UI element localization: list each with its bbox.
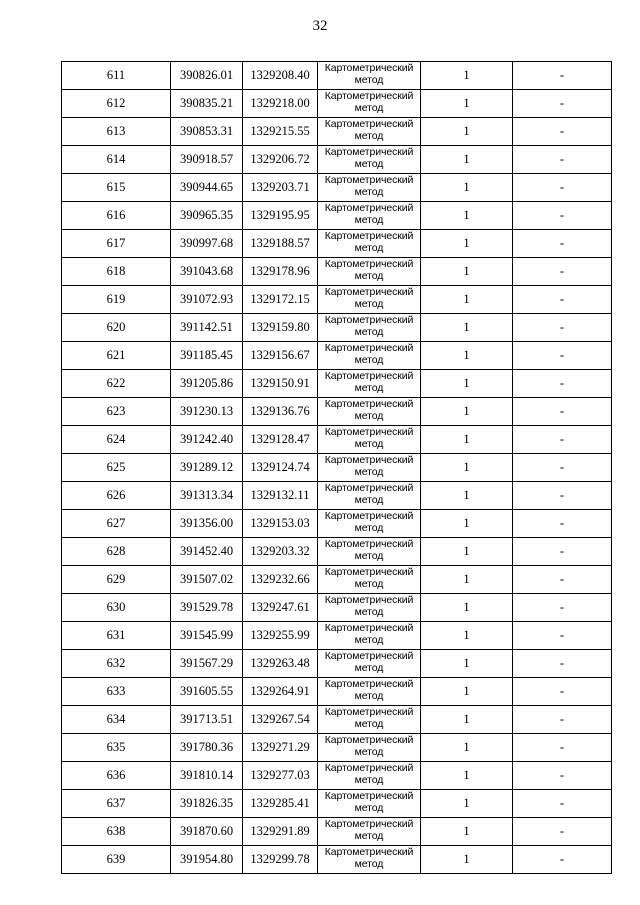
accuracy-cell: 1: [421, 734, 513, 762]
coordinate-x-cell: 391954.80: [171, 846, 243, 874]
point-number-cell: 613: [62, 118, 171, 146]
method-line-2: метод: [354, 634, 384, 646]
method-line-2: метод: [354, 74, 384, 86]
method-line-1: Картометрический: [324, 174, 414, 186]
table-row: [62, 818, 612, 846]
method-line-2: метод: [354, 550, 384, 562]
coordinate-x-cell: 391870.60: [171, 818, 243, 846]
table-row: [62, 370, 612, 398]
method-line-2: метод: [354, 186, 384, 198]
point-number-cell: 612: [62, 90, 171, 118]
method-line-2: метод: [354, 522, 384, 534]
note-cell: -: [513, 762, 612, 790]
point-number-cell: 627: [62, 510, 171, 538]
method-line-1: Картометрический: [324, 538, 414, 550]
table-row: [62, 398, 612, 426]
note-cell: -: [513, 286, 612, 314]
coordinate-x-cell: 391529.78: [171, 594, 243, 622]
table-row: [62, 146, 612, 174]
coordinate-x-cell: 391289.12: [171, 454, 243, 482]
coordinate-y-cell: 1329291.89: [243, 818, 318, 846]
accuracy-cell: 1: [421, 594, 513, 622]
coordinate-y-cell: 1329208.40: [243, 62, 318, 90]
coordinate-y-cell: 1329150.91: [243, 370, 318, 398]
coordinate-y-cell: 1329188.57: [243, 230, 318, 258]
method-line-1: Картометрический: [324, 566, 414, 578]
accuracy-cell: 1: [421, 622, 513, 650]
table-row: [62, 62, 612, 90]
accuracy-cell: 1: [421, 818, 513, 846]
note-cell: -: [513, 426, 612, 454]
point-number-cell: 631: [62, 622, 171, 650]
coordinate-x-cell: 391713.51: [171, 706, 243, 734]
method-line-2: метод: [354, 802, 384, 814]
method-line-1: Картометрический: [324, 510, 414, 522]
coordinate-y-cell: 1329132.11: [243, 482, 318, 510]
table-row: [62, 426, 612, 454]
accuracy-cell: 1: [421, 146, 513, 174]
point-number-cell: 635: [62, 734, 171, 762]
table-row: [62, 650, 612, 678]
point-number-cell: 616: [62, 202, 171, 230]
table-row: [62, 566, 612, 594]
note-cell: -: [513, 174, 612, 202]
note-cell: -: [513, 230, 612, 258]
coordinate-x-cell: 390826.01: [171, 62, 243, 90]
accuracy-cell: 1: [421, 174, 513, 202]
coordinate-y-cell: 1329277.03: [243, 762, 318, 790]
method-line-2: метод: [354, 102, 384, 114]
coordinate-y-cell: 1329263.48: [243, 650, 318, 678]
note-cell: -: [513, 482, 612, 510]
method-line-1: Картометрический: [324, 790, 414, 802]
method-cell: [318, 118, 421, 146]
coordinate-x-cell: 391230.13: [171, 398, 243, 426]
coordinate-x-cell: 391205.86: [171, 370, 243, 398]
note-cell: -: [513, 622, 612, 650]
table-row: [62, 762, 612, 790]
coordinate-x-cell: 391545.99: [171, 622, 243, 650]
table-row: [62, 174, 612, 202]
method-line-1: Картометрический: [324, 146, 414, 158]
accuracy-cell: 1: [421, 62, 513, 90]
method-line-2: метод: [354, 326, 384, 338]
note-cell: -: [513, 146, 612, 174]
coordinate-y-cell: 1329156.67: [243, 342, 318, 370]
table-row: [62, 118, 612, 146]
point-number-cell: 624: [62, 426, 171, 454]
coordinate-y-cell: 1329206.72: [243, 146, 318, 174]
note-cell: -: [513, 258, 612, 286]
note-cell: -: [513, 118, 612, 146]
coordinate-x-cell: 391072.93: [171, 286, 243, 314]
note-cell: -: [513, 594, 612, 622]
note-cell: -: [513, 678, 612, 706]
method-line-2: метод: [354, 690, 384, 702]
method-line-2: метод: [354, 242, 384, 254]
point-number-cell: 633: [62, 678, 171, 706]
method-line-1: Картометрический: [324, 594, 414, 606]
coordinate-x-cell: 391043.68: [171, 258, 243, 286]
method-cell: [318, 846, 421, 874]
point-number-cell: 619: [62, 286, 171, 314]
method-cell: [318, 678, 421, 706]
method-cell: [318, 202, 421, 230]
coordinate-x-cell: 390835.21: [171, 90, 243, 118]
method-cell: [318, 286, 421, 314]
accuracy-cell: 1: [421, 314, 513, 342]
accuracy-cell: 1: [421, 118, 513, 146]
coordinate-y-cell: 1329267.54: [243, 706, 318, 734]
coordinate-y-cell: 1329264.91: [243, 678, 318, 706]
coordinate-x-cell: 391142.51: [171, 314, 243, 342]
point-number-cell: 637: [62, 790, 171, 818]
note-cell: -: [513, 706, 612, 734]
method-cell: [318, 62, 421, 90]
point-number-cell: 620: [62, 314, 171, 342]
coordinate-x-cell: 390918.57: [171, 146, 243, 174]
method-line-1: Картометрический: [324, 230, 414, 242]
point-number-cell: 630: [62, 594, 171, 622]
coordinate-y-cell: 1329232.66: [243, 566, 318, 594]
note-cell: -: [513, 202, 612, 230]
method-line-1: Картометрический: [324, 734, 414, 746]
note-cell: -: [513, 818, 612, 846]
note-cell: -: [513, 398, 612, 426]
method-cell: [318, 790, 421, 818]
method-line-2: метод: [354, 578, 384, 590]
method-cell: [318, 426, 421, 454]
method-cell: [318, 174, 421, 202]
note-cell: -: [513, 314, 612, 342]
point-number-cell: 636: [62, 762, 171, 790]
accuracy-cell: 1: [421, 454, 513, 482]
accuracy-cell: 1: [421, 650, 513, 678]
method-line-1: Картометрический: [324, 706, 414, 718]
coordinate-x-cell: 391452.40: [171, 538, 243, 566]
accuracy-cell: 1: [421, 342, 513, 370]
point-number-cell: 623: [62, 398, 171, 426]
method-line-1: Картометрический: [324, 846, 414, 858]
note-cell: -: [513, 538, 612, 566]
note-cell: -: [513, 846, 612, 874]
method-line-2: метод: [354, 746, 384, 758]
note-cell: -: [513, 790, 612, 818]
coordinate-y-cell: 1329215.55: [243, 118, 318, 146]
coordinate-y-cell: 1329124.74: [243, 454, 318, 482]
note-cell: -: [513, 342, 612, 370]
method-line-2: метод: [354, 494, 384, 506]
method-cell: [318, 594, 421, 622]
point-number-cell: 632: [62, 650, 171, 678]
coordinate-x-cell: 391185.45: [171, 342, 243, 370]
accuracy-cell: 1: [421, 90, 513, 118]
method-line-1: Картометрический: [324, 342, 414, 354]
method-line-1: Картометрический: [324, 90, 414, 102]
table-row: [62, 314, 612, 342]
method-cell: [318, 314, 421, 342]
method-line-1: Картометрический: [324, 622, 414, 634]
point-number-cell: 639: [62, 846, 171, 874]
coordinate-x-cell: 391780.36: [171, 734, 243, 762]
method-cell: [318, 258, 421, 286]
method-line-2: метод: [354, 662, 384, 674]
table-row: [62, 622, 612, 650]
point-number-cell: 625: [62, 454, 171, 482]
accuracy-cell: 1: [421, 510, 513, 538]
point-number-cell: 629: [62, 566, 171, 594]
accuracy-cell: 1: [421, 678, 513, 706]
method-cell: [318, 342, 421, 370]
point-number-cell: 615: [62, 174, 171, 202]
coordinate-x-cell: 391507.02: [171, 566, 243, 594]
method-line-1: Картометрический: [324, 482, 414, 494]
coordinate-y-cell: 1329203.32: [243, 538, 318, 566]
method-cell: [318, 762, 421, 790]
method-line-1: Картометрический: [324, 118, 414, 130]
method-line-2: метод: [354, 382, 384, 394]
table-row: [62, 790, 612, 818]
method-cell: [318, 650, 421, 678]
coordinate-y-cell: 1329271.29: [243, 734, 318, 762]
method-line-1: Картометрический: [324, 286, 414, 298]
method-cell: [318, 146, 421, 174]
accuracy-cell: 1: [421, 762, 513, 790]
method-line-2: метод: [354, 354, 384, 366]
coordinate-y-cell: 1329128.47: [243, 426, 318, 454]
point-number-cell: 618: [62, 258, 171, 286]
table-row: [62, 734, 612, 762]
coordinate-y-cell: 1329203.71: [243, 174, 318, 202]
point-number-cell: 611: [62, 62, 171, 90]
accuracy-cell: 1: [421, 846, 513, 874]
method-line-2: метод: [354, 158, 384, 170]
point-number-cell: 614: [62, 146, 171, 174]
method-cell: [318, 482, 421, 510]
table-row: [62, 454, 612, 482]
coordinate-y-cell: 1329195.95: [243, 202, 318, 230]
table-row: [62, 678, 612, 706]
note-cell: -: [513, 62, 612, 90]
accuracy-cell: 1: [421, 566, 513, 594]
point-number-cell: 621: [62, 342, 171, 370]
method-line-1: Картометрический: [324, 370, 414, 382]
coordinate-x-cell: 391605.55: [171, 678, 243, 706]
method-line-1: Картометрический: [324, 62, 414, 74]
accuracy-cell: 1: [421, 398, 513, 426]
coordinate-y-cell: 1329299.78: [243, 846, 318, 874]
method-cell: [318, 622, 421, 650]
coordinate-x-cell: 391356.00: [171, 510, 243, 538]
note-cell: -: [513, 510, 612, 538]
method-line-1: Картометрический: [324, 762, 414, 774]
method-line-1: Картометрический: [324, 258, 414, 270]
coordinate-y-cell: 1329172.15: [243, 286, 318, 314]
method-line-1: Картометрический: [324, 818, 414, 830]
method-line-1: Картометрический: [324, 314, 414, 326]
method-line-2: метод: [354, 830, 384, 842]
accuracy-cell: 1: [421, 426, 513, 454]
coordinate-y-cell: 1329247.61: [243, 594, 318, 622]
coordinate-y-cell: 1329178.96: [243, 258, 318, 286]
method-line-1: Картометрический: [324, 426, 414, 438]
coordinate-y-cell: 1329159.80: [243, 314, 318, 342]
method-line-2: метод: [354, 466, 384, 478]
method-line-2: метод: [354, 718, 384, 730]
table-row: [62, 706, 612, 734]
coordinate-x-cell: 390997.68: [171, 230, 243, 258]
method-cell: [318, 230, 421, 258]
method-line-2: метод: [354, 606, 384, 618]
point-number-cell: 628: [62, 538, 171, 566]
table-row: [62, 90, 612, 118]
coordinate-y-cell: 1329285.41: [243, 790, 318, 818]
method-cell: [318, 398, 421, 426]
table-row: [62, 482, 612, 510]
method-cell: [318, 566, 421, 594]
table-row: [62, 510, 612, 538]
accuracy-cell: 1: [421, 286, 513, 314]
accuracy-cell: 1: [421, 706, 513, 734]
accuracy-cell: 1: [421, 258, 513, 286]
note-cell: -: [513, 734, 612, 762]
note-cell: -: [513, 370, 612, 398]
coordinates-table-body: [62, 62, 612, 874]
coordinate-y-cell: 1329153.03: [243, 510, 318, 538]
method-cell: [318, 538, 421, 566]
point-number-cell: 634: [62, 706, 171, 734]
accuracy-cell: 1: [421, 538, 513, 566]
point-number-cell: 626: [62, 482, 171, 510]
page-number: 32: [312, 18, 328, 34]
note-cell: -: [513, 650, 612, 678]
coordinate-y-cell: 1329255.99: [243, 622, 318, 650]
method-cell: [318, 734, 421, 762]
table-row: [62, 846, 612, 874]
method-cell: [318, 90, 421, 118]
method-cell: [318, 706, 421, 734]
coordinate-x-cell: 390853.31: [171, 118, 243, 146]
coordinate-x-cell: 391826.35: [171, 790, 243, 818]
table-row: [62, 258, 612, 286]
method-line-1: Картометрический: [324, 398, 414, 410]
method-line-1: Картометрический: [324, 202, 414, 214]
point-number-cell: 638: [62, 818, 171, 846]
method-line-2: метод: [354, 270, 384, 282]
table-row: [62, 538, 612, 566]
coordinate-y-cell: 1329136.76: [243, 398, 318, 426]
accuracy-cell: 1: [421, 790, 513, 818]
point-number-cell: 622: [62, 370, 171, 398]
coordinate-y-cell: 1329218.00: [243, 90, 318, 118]
method-line-2: метод: [354, 130, 384, 142]
table-row: [62, 286, 612, 314]
method-line-2: метод: [354, 858, 384, 870]
coordinate-x-cell: 391810.14: [171, 762, 243, 790]
method-cell: [318, 818, 421, 846]
method-line-2: метод: [354, 214, 384, 226]
accuracy-cell: 1: [421, 482, 513, 510]
table-row: [62, 594, 612, 622]
coordinate-x-cell: 390944.65: [171, 174, 243, 202]
note-cell: -: [513, 454, 612, 482]
method-line-1: Картометрический: [324, 678, 414, 690]
point-number-cell: 617: [62, 230, 171, 258]
coordinates-table: [61, 61, 612, 874]
method-line-1: Картометрический: [324, 454, 414, 466]
method-line-2: метод: [354, 410, 384, 422]
note-cell: -: [513, 90, 612, 118]
method-line-1: Картометрический: [324, 650, 414, 662]
coordinate-x-cell: 390965.35: [171, 202, 243, 230]
method-cell: [318, 454, 421, 482]
note-cell: -: [513, 566, 612, 594]
method-line-2: метод: [354, 774, 384, 786]
accuracy-cell: 1: [421, 370, 513, 398]
method-line-2: метод: [354, 438, 384, 450]
table-row: [62, 230, 612, 258]
method-line-2: метод: [354, 298, 384, 310]
table-row: [62, 342, 612, 370]
accuracy-cell: 1: [421, 202, 513, 230]
table-row: [62, 202, 612, 230]
coordinate-x-cell: 391567.29: [171, 650, 243, 678]
accuracy-cell: 1: [421, 230, 513, 258]
method-cell: [318, 370, 421, 398]
coordinate-x-cell: 391242.40: [171, 426, 243, 454]
method-cell: [318, 510, 421, 538]
coordinate-x-cell: 391313.34: [171, 482, 243, 510]
